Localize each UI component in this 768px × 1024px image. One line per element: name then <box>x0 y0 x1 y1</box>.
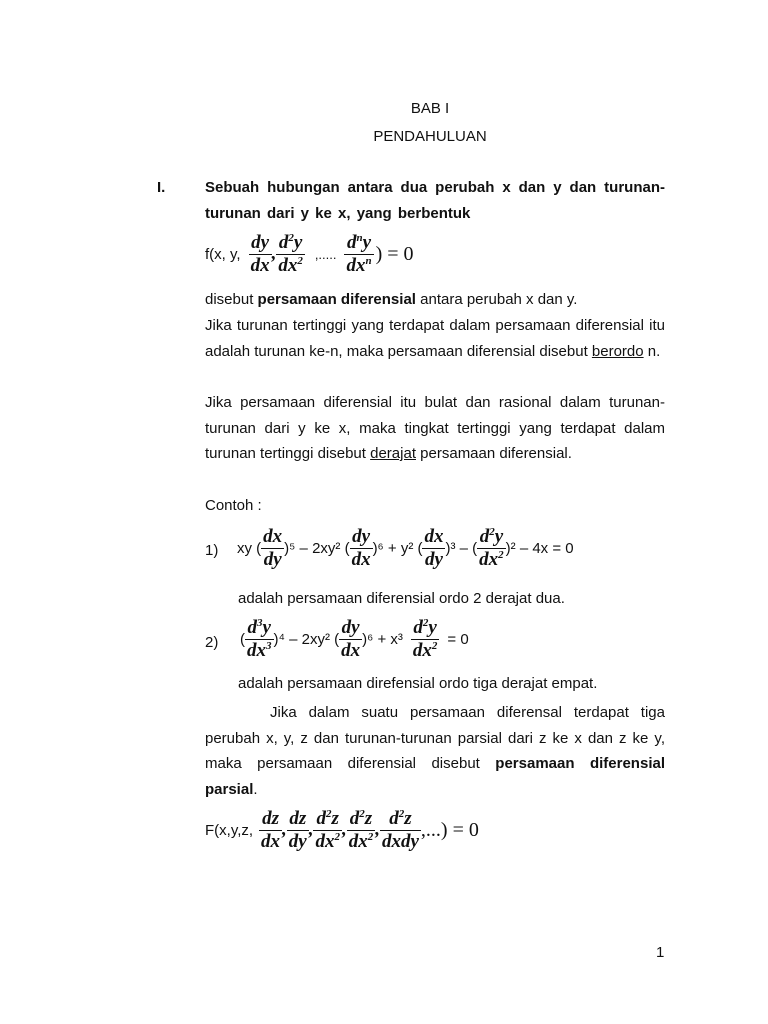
degree-paragraph: Jika persamaan diferensial itu bulat dan rasional dalam turunan-turunan dari y ke x, maka tingkat tertinggi yang terdapat dalam turunan tertinggi disebut derajat persamaan diferensial. <box>205 394 665 462</box>
fraction-d2z-dxdy: $\frac{d^2z}{\text{dxdy}}$ <box>381 808 419 852</box>
formula-general-ode: f(x, y, $\frac{dy}{dx}$ , $\frac{d^2y}{dx^2}$ ,..... $\frac{d^ny}{dx^n}$ ) = 0 <box>205 232 414 276</box>
section-intro: Sebuah hubungan antara dua perubah x dan y dan turunan-turunan dari y ke x, yang berbentuk <box>205 179 665 222</box>
fraction-d2z-dx2: $\frac{d^2z}{dx^2}$ <box>315 808 340 852</box>
term-berordo: berordo <box>591 342 644 360</box>
fraction-dz-dy: $\frac{dz}{dy}$ <box>288 808 307 852</box>
fraction-d2y-dx2: $\frac{d^2y}{dx^2}$ <box>479 526 504 570</box>
chapter-title: PENDAHULUAN <box>373 128 487 145</box>
term-derajat: derajat <box>370 445 416 462</box>
chapter-label: BAB I <box>410 100 450 117</box>
fraction-dx-dy: $\frac{dx}{dy}$ <box>263 526 283 570</box>
fraction-d2y-dx2: $\frac{d^2y}{dx^2}$ <box>278 232 303 276</box>
fraction-dy-dx: $\frac{dy}{dx}$ <box>250 232 270 276</box>
section-number: I. <box>157 179 166 196</box>
example-1-note: adalah persamaan diferensial ordo 2 derajat dua. <box>238 590 565 607</box>
fraction-dz-dx: $\frac{dz}{dx}$ <box>261 808 281 852</box>
order-paragraph: Jika turunan tertinggi yang terdapat dalam persamaan diferensial itu adalah turunan ke-n, maka persamaan diferensial disebut berordo n. <box>205 317 665 360</box>
example-heading: Contoh : <box>205 497 262 514</box>
fraction-d3y-dx3: $\frac{d^3y}{dx^3}$ <box>247 617 272 661</box>
example-1-equation: xy ( $\frac{dx}{dy}$ )⁵ – 2xy² ( $\frac{dy}{dx}$ )⁶ + y² ( $\frac{dx}{dy}$ )³ – ( $\frac{d^2y}{dx^2}$ )² – 4x = 0 <box>237 526 574 570</box>
fraction-d2z-dx2: $\frac{d^2z}{dx^2}$ <box>348 808 374 852</box>
formula-partial-ode: F(x,y,z, $\frac{dz}{dx}$ , $\frac{dz}{dy}$ , $\frac{d^2z}{dx^2}$ , $\frac{d^2z}{dx^2}$ , $\frac{d^2z}{\text{dxdy}}$ ,...) = 0 <box>205 808 479 852</box>
definition-paragraph: disebut persamaan diferensial antara perubah x dan y. <box>205 291 578 308</box>
fraction-d2y-dx2: $\frac{d^2y}{dx^2}$ <box>412 617 438 661</box>
example-2-label: 2) <box>205 634 219 651</box>
partial-paragraph: Jika dalam suatu persamaan diferensal terdapat tiga perubah x, y, z dan turunan-turunan parsial dari z ke x dan z ke y, maka persamaan diferensial disebut persamaan diferensial parsial. <box>205 704 665 798</box>
fraction-dy-dx: $\frac{dy}{dx}$ <box>341 617 361 661</box>
page-number: 1 <box>656 944 665 961</box>
fraction-dx-dy: $\frac{dx}{dy}$ <box>424 526 444 570</box>
fraction-dy-dx: $\frac{dy}{dx}$ <box>351 526 371 570</box>
example-2-note: adalah persamaan direfensial ordo tiga derajat empat. <box>238 675 598 692</box>
example-1-label: 1) <box>205 542 219 559</box>
fraction-dny-dxn: $\frac{d^ny}{dx^n}$ <box>346 232 372 276</box>
example-2-equation: ( $\frac{d^3y}{dx^3}$ )⁴ – 2xy² ( $\frac{dy}{dx}$ )⁶ + x³ $\frac{d^2y}{dx^2}$ = 0 <box>240 617 469 661</box>
